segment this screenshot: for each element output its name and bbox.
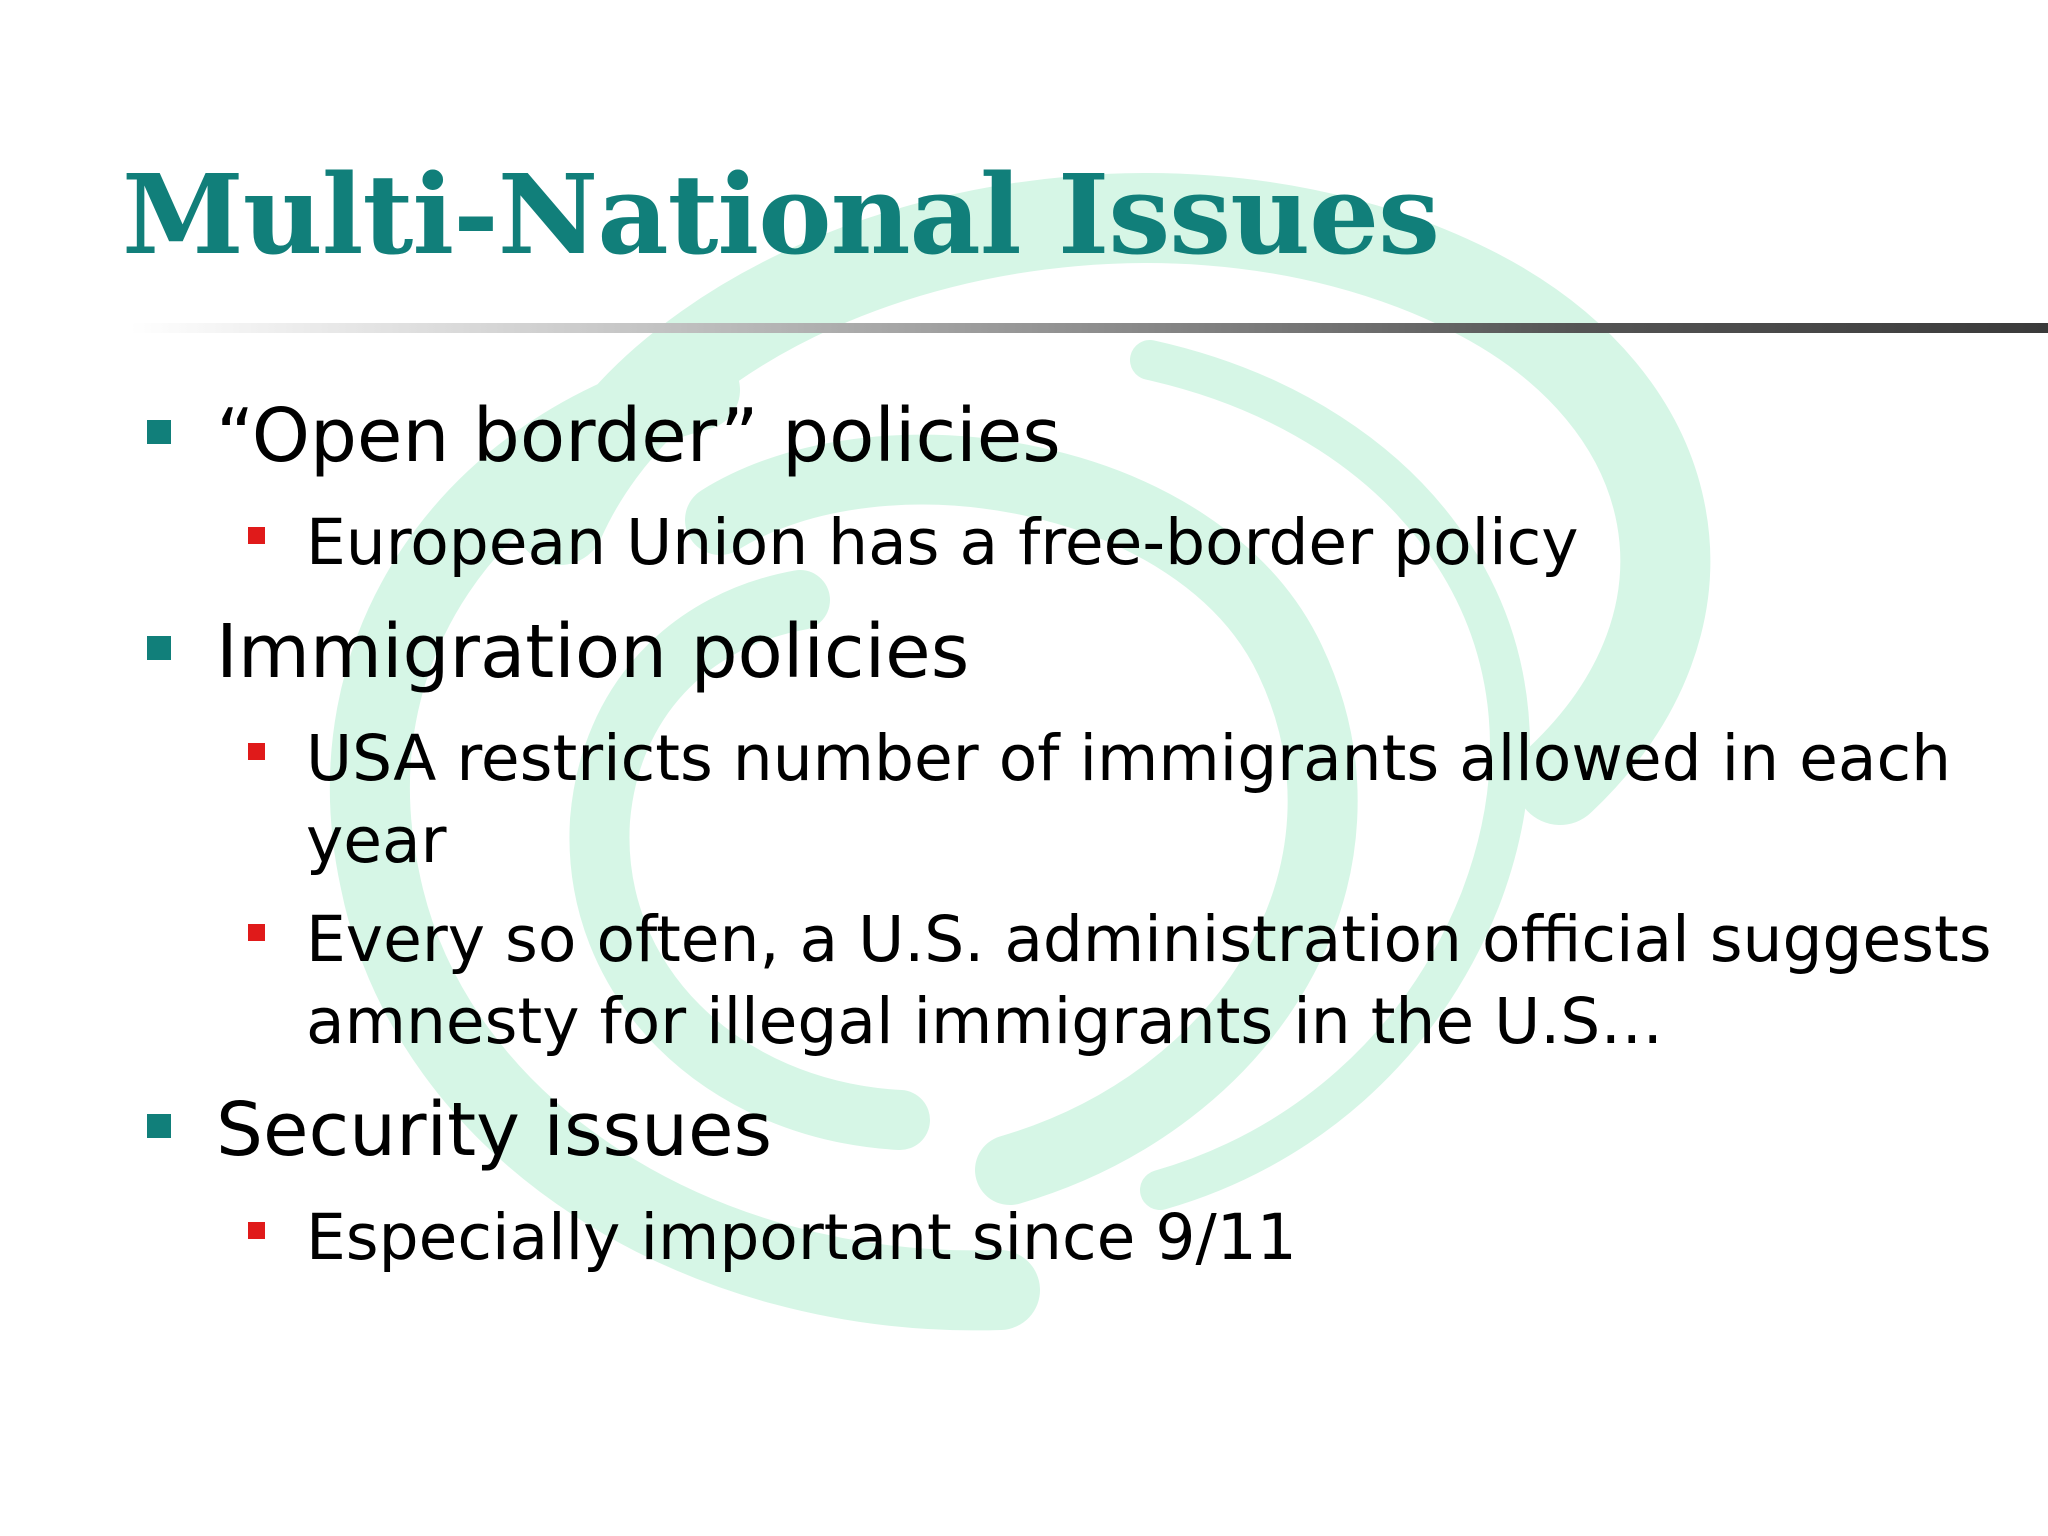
teal-square-bullet-icon bbox=[147, 420, 171, 444]
sub-bullet-usa-restricts-line2: year bbox=[306, 804, 447, 877]
sub-bullet-amnesty-line1: Every so often, a U.S. administration official suggests bbox=[306, 903, 1992, 976]
slide-title: Multi-National Issues bbox=[122, 150, 1440, 279]
bullet-security: Security issues bbox=[216, 1087, 773, 1173]
sub-bullet-usa-restricts-line1: USA restricts number of immigrants allowed in each bbox=[306, 722, 1952, 795]
bullet-immigration: Immigration policies bbox=[216, 609, 970, 695]
teal-square-bullet-icon bbox=[147, 1114, 171, 1138]
red-square-bullet-icon bbox=[248, 527, 265, 544]
red-square-bullet-icon bbox=[248, 1222, 265, 1239]
red-square-bullet-icon bbox=[248, 743, 265, 760]
sub-bullet-european-union: European Union has a free-border policy bbox=[306, 506, 1579, 579]
red-square-bullet-icon bbox=[248, 924, 265, 941]
sub-bullet-especially-important: Especially important since 9/11 bbox=[306, 1201, 1297, 1274]
bullet-open-border: “Open border” policies bbox=[216, 393, 1061, 479]
teal-square-bullet-icon bbox=[147, 636, 171, 660]
sub-bullet-amnesty-line2: amnesty for illegal immigrants in the U.S… bbox=[306, 985, 1664, 1058]
